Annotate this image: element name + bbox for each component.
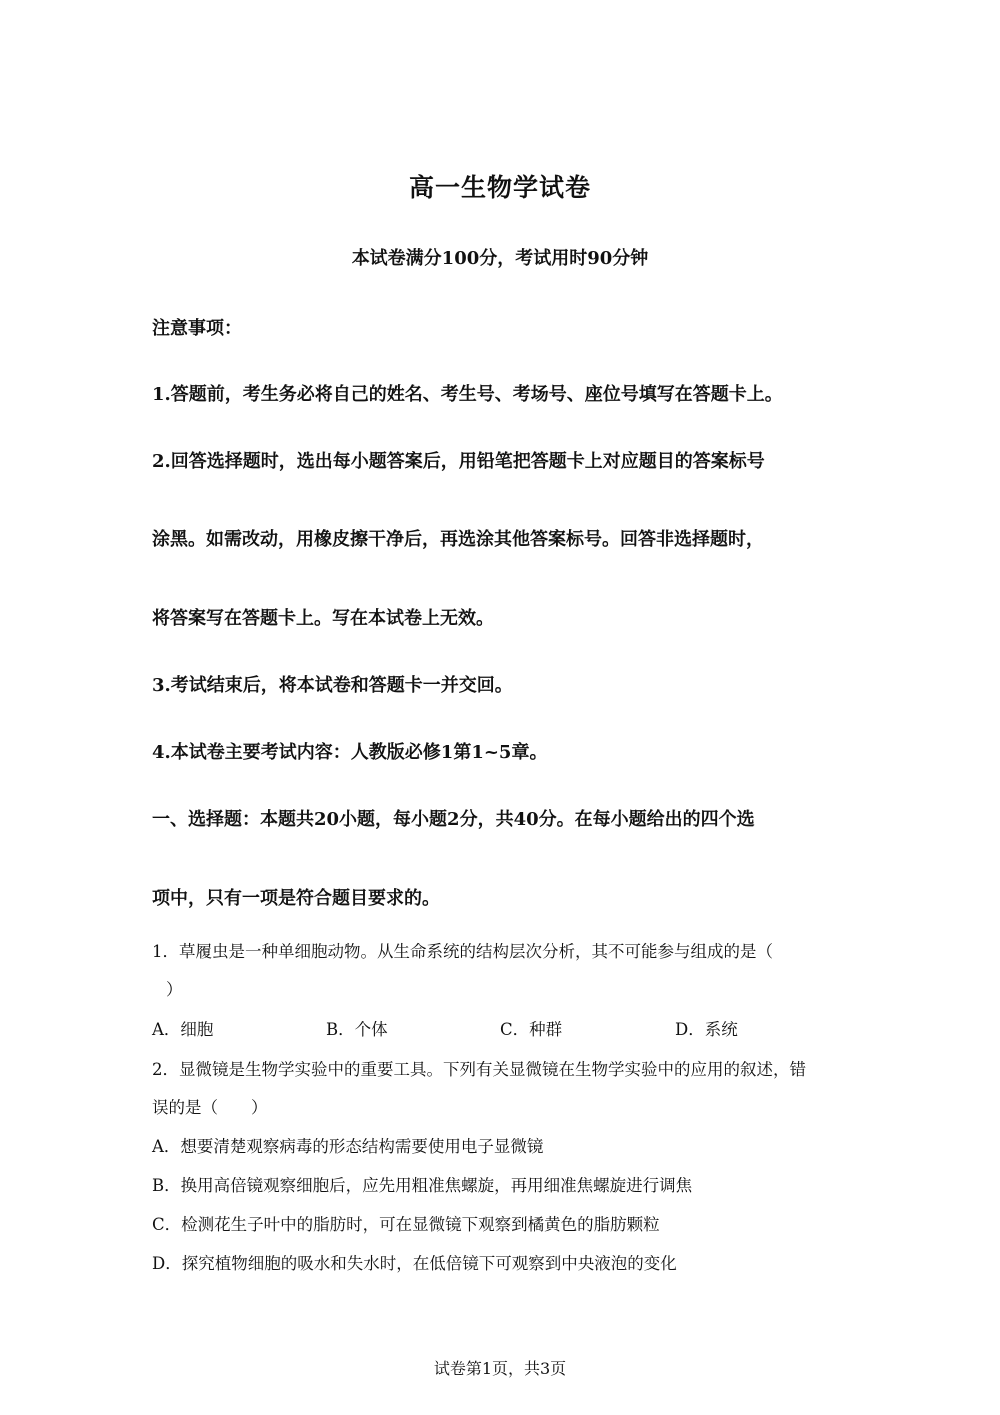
question-2-option-b: B．换用高倍镜观察细胞后，应先用粗准焦螺旋，再用细准焦螺旋进行调焦: [152, 1176, 693, 1195]
notice-item-2-line-2: 涂黑。如需改动，用橡皮擦干净后，再选涂其他答案标号。回答非选择题时，: [152, 529, 764, 550]
notice-item-4: 4.本试卷主要考试内容：人教版必修1第1~5章。: [152, 742, 548, 763]
question-1-option-c: C．种群: [500, 1020, 563, 1039]
section-heading-line-1: 一、选择题：本题共20小题，每小题2分，共40分。在每小题给出的四个选: [152, 809, 755, 830]
question-1-option-d: D．系统: [675, 1020, 738, 1039]
question-1-option-a: A．细胞: [152, 1020, 214, 1039]
page-title: 高一生物学试卷: [408, 173, 591, 202]
question-2-option-c: C．检测花生子叶中的脂肪时，可在显微镜下观察到橘黄色的脂肪颗粒: [152, 1215, 660, 1234]
page-footer: 试卷第1页，共3页: [433, 1359, 567, 1378]
notice-item-3: 3.考试结束后，将本试卷和答题卡一并交回。: [152, 675, 513, 696]
notice-item-1: 1.答题前，考生务必将自己的姓名、考生号、考场号、座位号填写在答题卡上。: [152, 384, 783, 405]
question-1-option-b: B．个体: [326, 1020, 388, 1039]
question-2-option-a: A．想要清楚观察病毒的形态结构需要使用电子显微镜: [152, 1137, 544, 1156]
page-subtitle: 本试卷满分100分，考试用时90分钟: [351, 248, 649, 269]
question-2-option-d: D．探究植物细胞的吸水和失水时，在低倍镜下可观察到中央液泡的变化: [152, 1254, 677, 1273]
notice-heading: 注意事项：: [152, 318, 242, 339]
notice-item-2-line-1: 2.回答选择题时，选出每小题答案后，用铅笔把答题卡上对应题目的答案标号: [152, 451, 765, 472]
question-2-stem-line-1: 2．显微镜是生物学实验中的重要工具。下列有关显微镜在生物学实验中的应用的叙述，错: [152, 1060, 806, 1079]
question-1-stem-line-1: 1．草履虫是一种单细胞动物。从生命系统的结构层次分析，其不可能参与组成的是（: [152, 942, 773, 961]
notice-item-2-line-3: 将答案写在答题卡上。写在本试卷上无效。: [152, 608, 494, 629]
section-heading-line-2: 项中，只有一项是符合题目要求的。: [152, 888, 440, 909]
question-1-stem-line-2: ）: [166, 980, 183, 999]
question-2-stem-line-2: 误的是（ ）: [152, 1098, 268, 1117]
